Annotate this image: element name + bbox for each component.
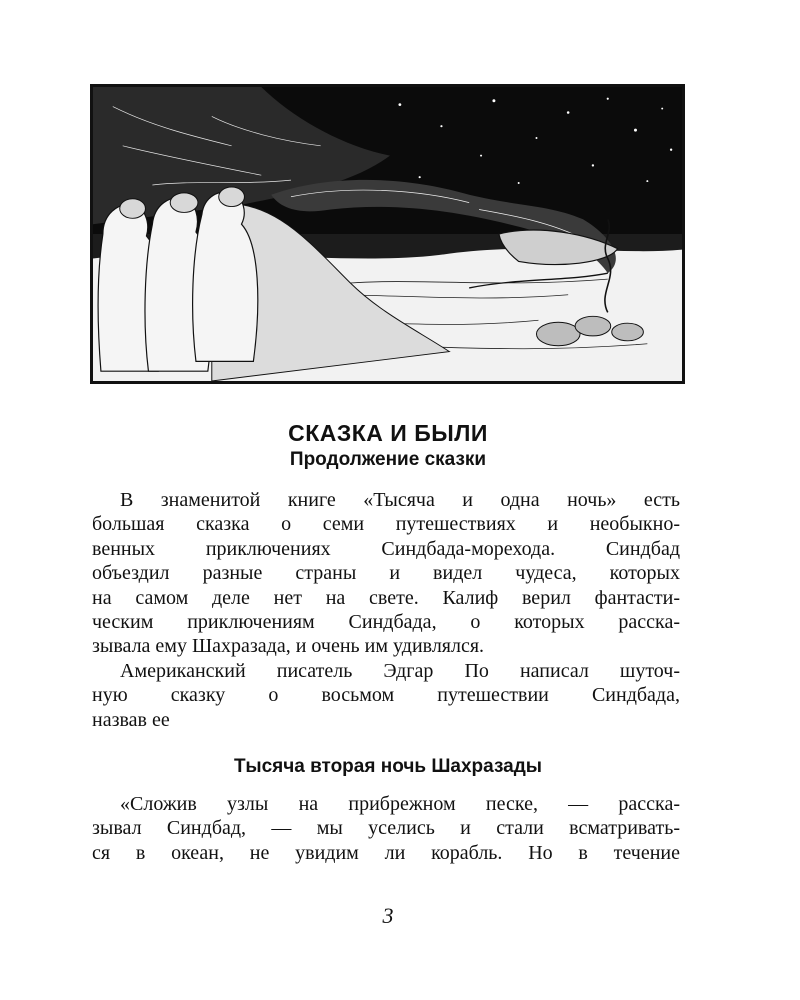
text-line: объездил разные страны и видел чудеса, которых [92, 562, 680, 585]
text-line: ся в океан, не увидим ли корабль. Но в течение [92, 841, 680, 864]
engraving-image [93, 87, 682, 381]
text-line: зывала ему Шахразада, и очень им удивлялся. [92, 635, 485, 658]
illustration [90, 84, 685, 384]
text-line: на самом деле нет на свете. Калиф верил фантасти- [92, 586, 680, 609]
body-text-block-2 [92, 792, 680, 865]
section-title: Тысяча вторая ночь Шахразады [233, 756, 543, 777]
body-text-block-1 [92, 488, 680, 732]
chapter-title: СКАЗКА И БЫЛИ [288, 420, 488, 446]
text-line: ную сказку о восьмом путешествии Синдбада, [92, 684, 680, 707]
text-line: В знаменитой книге «Тысяча и одна ночь» есть [120, 489, 680, 511]
text-line: большая сказка о семи путешествиях и необыкно- [92, 513, 680, 536]
text-line: назвав ее [92, 708, 170, 731]
text-line: «Сложив узлы на прибрежном песке, — расска- [120, 793, 680, 815]
text-line: ческим приключениям Синдбада, о которых расска- [92, 610, 680, 633]
page-number: 3 [382, 903, 394, 928]
chapter-subtitle: Продолжение сказки [289, 449, 487, 470]
text-line: венных приключениях Синдбада-морехода. Синдбад [92, 537, 680, 560]
text-line: Американский писатель Эдгар По написал шуточ- [120, 659, 680, 682]
text-line: зывал Синдбад, — мы уселись и стали всматривать- [92, 817, 680, 840]
